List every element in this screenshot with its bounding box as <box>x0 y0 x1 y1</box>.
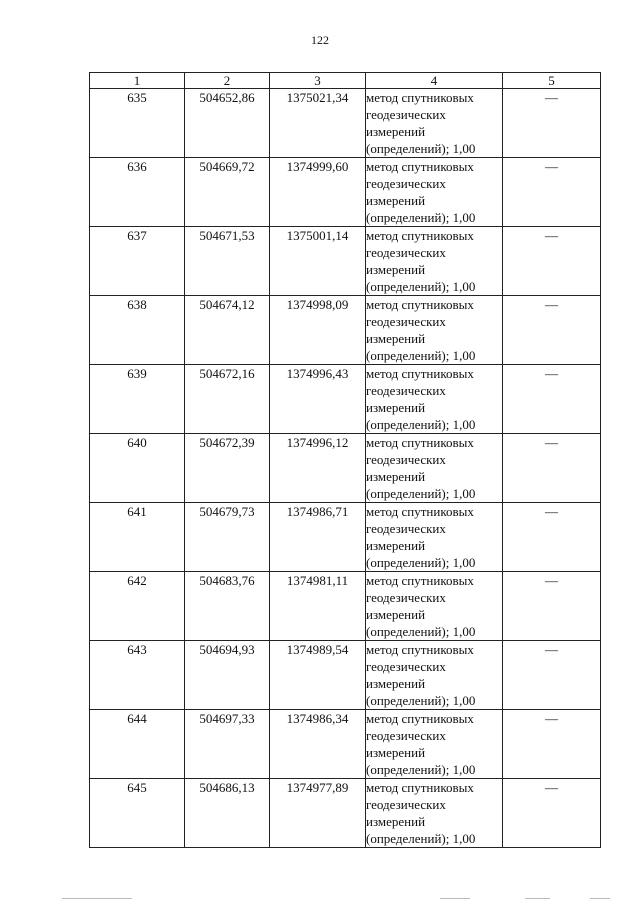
x-coordinate-cell <box>185 710 270 779</box>
point-number-text: 636 <box>127 159 147 174</box>
x-coordinate-cell <box>185 296 270 365</box>
point-number-text: 641 <box>127 504 147 519</box>
method-text: метод спутниковых геодезических измерений (определений); 1,00 <box>366 642 476 708</box>
note-cell <box>503 572 601 641</box>
point-number-cell <box>90 158 185 227</box>
y-coordinate-text: 1374996,43 <box>286 366 349 381</box>
x-coordinate-cell <box>185 158 270 227</box>
coordinates-table <box>89 72 601 848</box>
point-number-text: 643 <box>127 642 147 657</box>
point-number-cell <box>90 503 185 572</box>
note-cell <box>503 158 601 227</box>
point-number-text: 637 <box>127 228 147 243</box>
method-text: метод спутниковых геодезических измерений (определений); 1,00 <box>366 573 476 639</box>
y-coordinate-cell <box>270 710 366 779</box>
method-cell <box>366 89 503 158</box>
x-coordinate-cell <box>185 227 270 296</box>
method-cell <box>366 434 503 503</box>
note-text: — <box>545 366 558 381</box>
y-coordinate-cell <box>270 158 366 227</box>
method-text: метод спутниковых геодезических измерений (определений); 1,00 <box>366 435 476 501</box>
table-row <box>90 503 601 572</box>
note-text: — <box>545 435 558 450</box>
method-cell <box>366 572 503 641</box>
y-coordinate-cell <box>270 89 366 158</box>
x-coordinate-text: 504652,86 <box>199 90 255 105</box>
table-row <box>90 572 601 641</box>
x-coordinate-cell <box>185 434 270 503</box>
note-cell <box>503 227 601 296</box>
method-cell <box>366 365 503 434</box>
method-text: метод спутниковых геодезических измерений (определений); 1,00 <box>366 228 476 294</box>
method-text: метод спутниковых геодезических измерений (определений); 1,00 <box>366 90 476 156</box>
point-number-cell <box>90 710 185 779</box>
method-cell <box>366 227 503 296</box>
method-cell <box>366 710 503 779</box>
header-col-3: 3 <box>270 73 366 89</box>
scan-artifact-line <box>440 898 470 899</box>
method-text: метод спутниковых геодезических измерений (определений); 1,00 <box>366 711 476 777</box>
x-coordinate-cell <box>185 365 270 434</box>
x-coordinate-text: 504672,16 <box>199 366 255 381</box>
note-cell <box>503 89 601 158</box>
y-coordinate-text: 1374981,11 <box>286 573 349 588</box>
y-coordinate-text: 1374999,60 <box>286 159 349 174</box>
header-col-2: 2 <box>185 73 270 89</box>
method-cell <box>366 641 503 710</box>
point-number-text: 639 <box>127 366 147 381</box>
point-number-cell <box>90 89 185 158</box>
note-text: — <box>545 573 558 588</box>
scan-artifact-line <box>62 898 132 899</box>
header-col-4: 4 <box>366 73 503 89</box>
table-row <box>90 710 601 779</box>
header-col-1: 1 <box>90 73 185 89</box>
table-row <box>90 158 601 227</box>
y-coordinate-cell <box>270 503 366 572</box>
note-text: — <box>545 642 558 657</box>
x-coordinate-text: 504674,12 <box>199 297 255 312</box>
x-coordinate-text: 504679,73 <box>199 504 255 519</box>
header-col-5: 5 <box>503 73 601 89</box>
note-text: — <box>545 711 558 726</box>
point-number-cell <box>90 227 185 296</box>
point-number-text: 644 <box>127 711 147 726</box>
method-cell <box>366 296 503 365</box>
point-number-cell <box>90 641 185 710</box>
point-number-cell <box>90 572 185 641</box>
table-row <box>90 227 601 296</box>
note-text: — <box>545 297 558 312</box>
note-cell <box>503 503 601 572</box>
page-number: 122 <box>311 33 329 47</box>
note-text: — <box>545 159 558 174</box>
table-header <box>90 73 601 89</box>
point-number-text: 638 <box>127 297 147 312</box>
x-coordinate-text: 504683,76 <box>199 573 255 588</box>
point-number-cell <box>90 365 185 434</box>
point-number-text: 642 <box>127 573 147 588</box>
y-coordinate-text: 1374996,12 <box>286 435 349 450</box>
point-number-text: 635 <box>127 90 147 105</box>
y-coordinate-cell <box>270 434 366 503</box>
y-coordinate-text: 1374977,89 <box>286 780 349 795</box>
method-text: метод спутниковых геодезических измерений (определений); 1,00 <box>366 504 476 570</box>
table-row <box>90 365 601 434</box>
point-number-cell <box>90 434 185 503</box>
point-number-cell <box>90 296 185 365</box>
point-number-text: 645 <box>127 780 147 795</box>
x-coordinate-cell <box>185 779 270 848</box>
note-cell <box>503 779 601 848</box>
x-coordinate-text: 504686,13 <box>199 780 255 795</box>
y-coordinate-text: 1374986,71 <box>286 504 349 519</box>
y-coordinate-cell <box>270 365 366 434</box>
note-text: — <box>545 780 558 795</box>
y-coordinate-text: 1375001,14 <box>286 228 349 243</box>
y-coordinate-text: 1374989,54 <box>286 642 349 657</box>
scan-artifact-line <box>525 898 550 899</box>
method-cell <box>366 779 503 848</box>
table-row <box>90 89 601 158</box>
x-coordinate-text: 504672,39 <box>199 435 255 450</box>
x-coordinate-cell <box>185 641 270 710</box>
table-body <box>90 89 601 848</box>
y-coordinate-cell <box>270 779 366 848</box>
x-coordinate-cell <box>185 572 270 641</box>
y-coordinate-cell <box>270 572 366 641</box>
y-coordinate-text: 1374998,09 <box>286 297 349 312</box>
point-number-text: 640 <box>127 435 147 450</box>
x-coordinate-cell <box>185 503 270 572</box>
y-coordinate-text: 1374986,34 <box>286 711 349 726</box>
point-number-cell <box>90 779 185 848</box>
note-cell <box>503 434 601 503</box>
x-coordinate-cell <box>185 89 270 158</box>
y-coordinate-cell <box>270 296 366 365</box>
note-text: — <box>545 504 558 519</box>
header-row <box>90 73 601 89</box>
note-cell <box>503 641 601 710</box>
x-coordinate-text: 504669,72 <box>199 159 255 174</box>
table-row <box>90 641 601 710</box>
method-text: метод спутниковых геодезических измерений (определений); 1,00 <box>366 780 476 846</box>
note-cell <box>503 710 601 779</box>
note-cell <box>503 365 601 434</box>
table-row <box>90 296 601 365</box>
note-cell <box>503 296 601 365</box>
y-coordinate-cell <box>270 227 366 296</box>
y-coordinate-text: 1375021,34 <box>286 90 349 105</box>
x-coordinate-text: 504671,53 <box>199 228 255 243</box>
x-coordinate-text: 504697,33 <box>199 711 255 726</box>
method-cell <box>366 503 503 572</box>
table-row <box>90 779 601 848</box>
scan-artifact-line <box>590 898 610 899</box>
table-row <box>90 434 601 503</box>
method-cell <box>366 158 503 227</box>
method-text: метод спутниковых геодезических измерений (определений); 1,00 <box>366 159 476 225</box>
x-coordinate-text: 504694,93 <box>199 642 255 657</box>
method-text: метод спутниковых геодезических измерений (определений); 1,00 <box>366 366 476 432</box>
method-text: метод спутниковых геодезических измерений (определений); 1,00 <box>366 297 476 363</box>
note-text: — <box>545 228 558 243</box>
note-text: — <box>545 90 558 105</box>
y-coordinate-cell <box>270 641 366 710</box>
